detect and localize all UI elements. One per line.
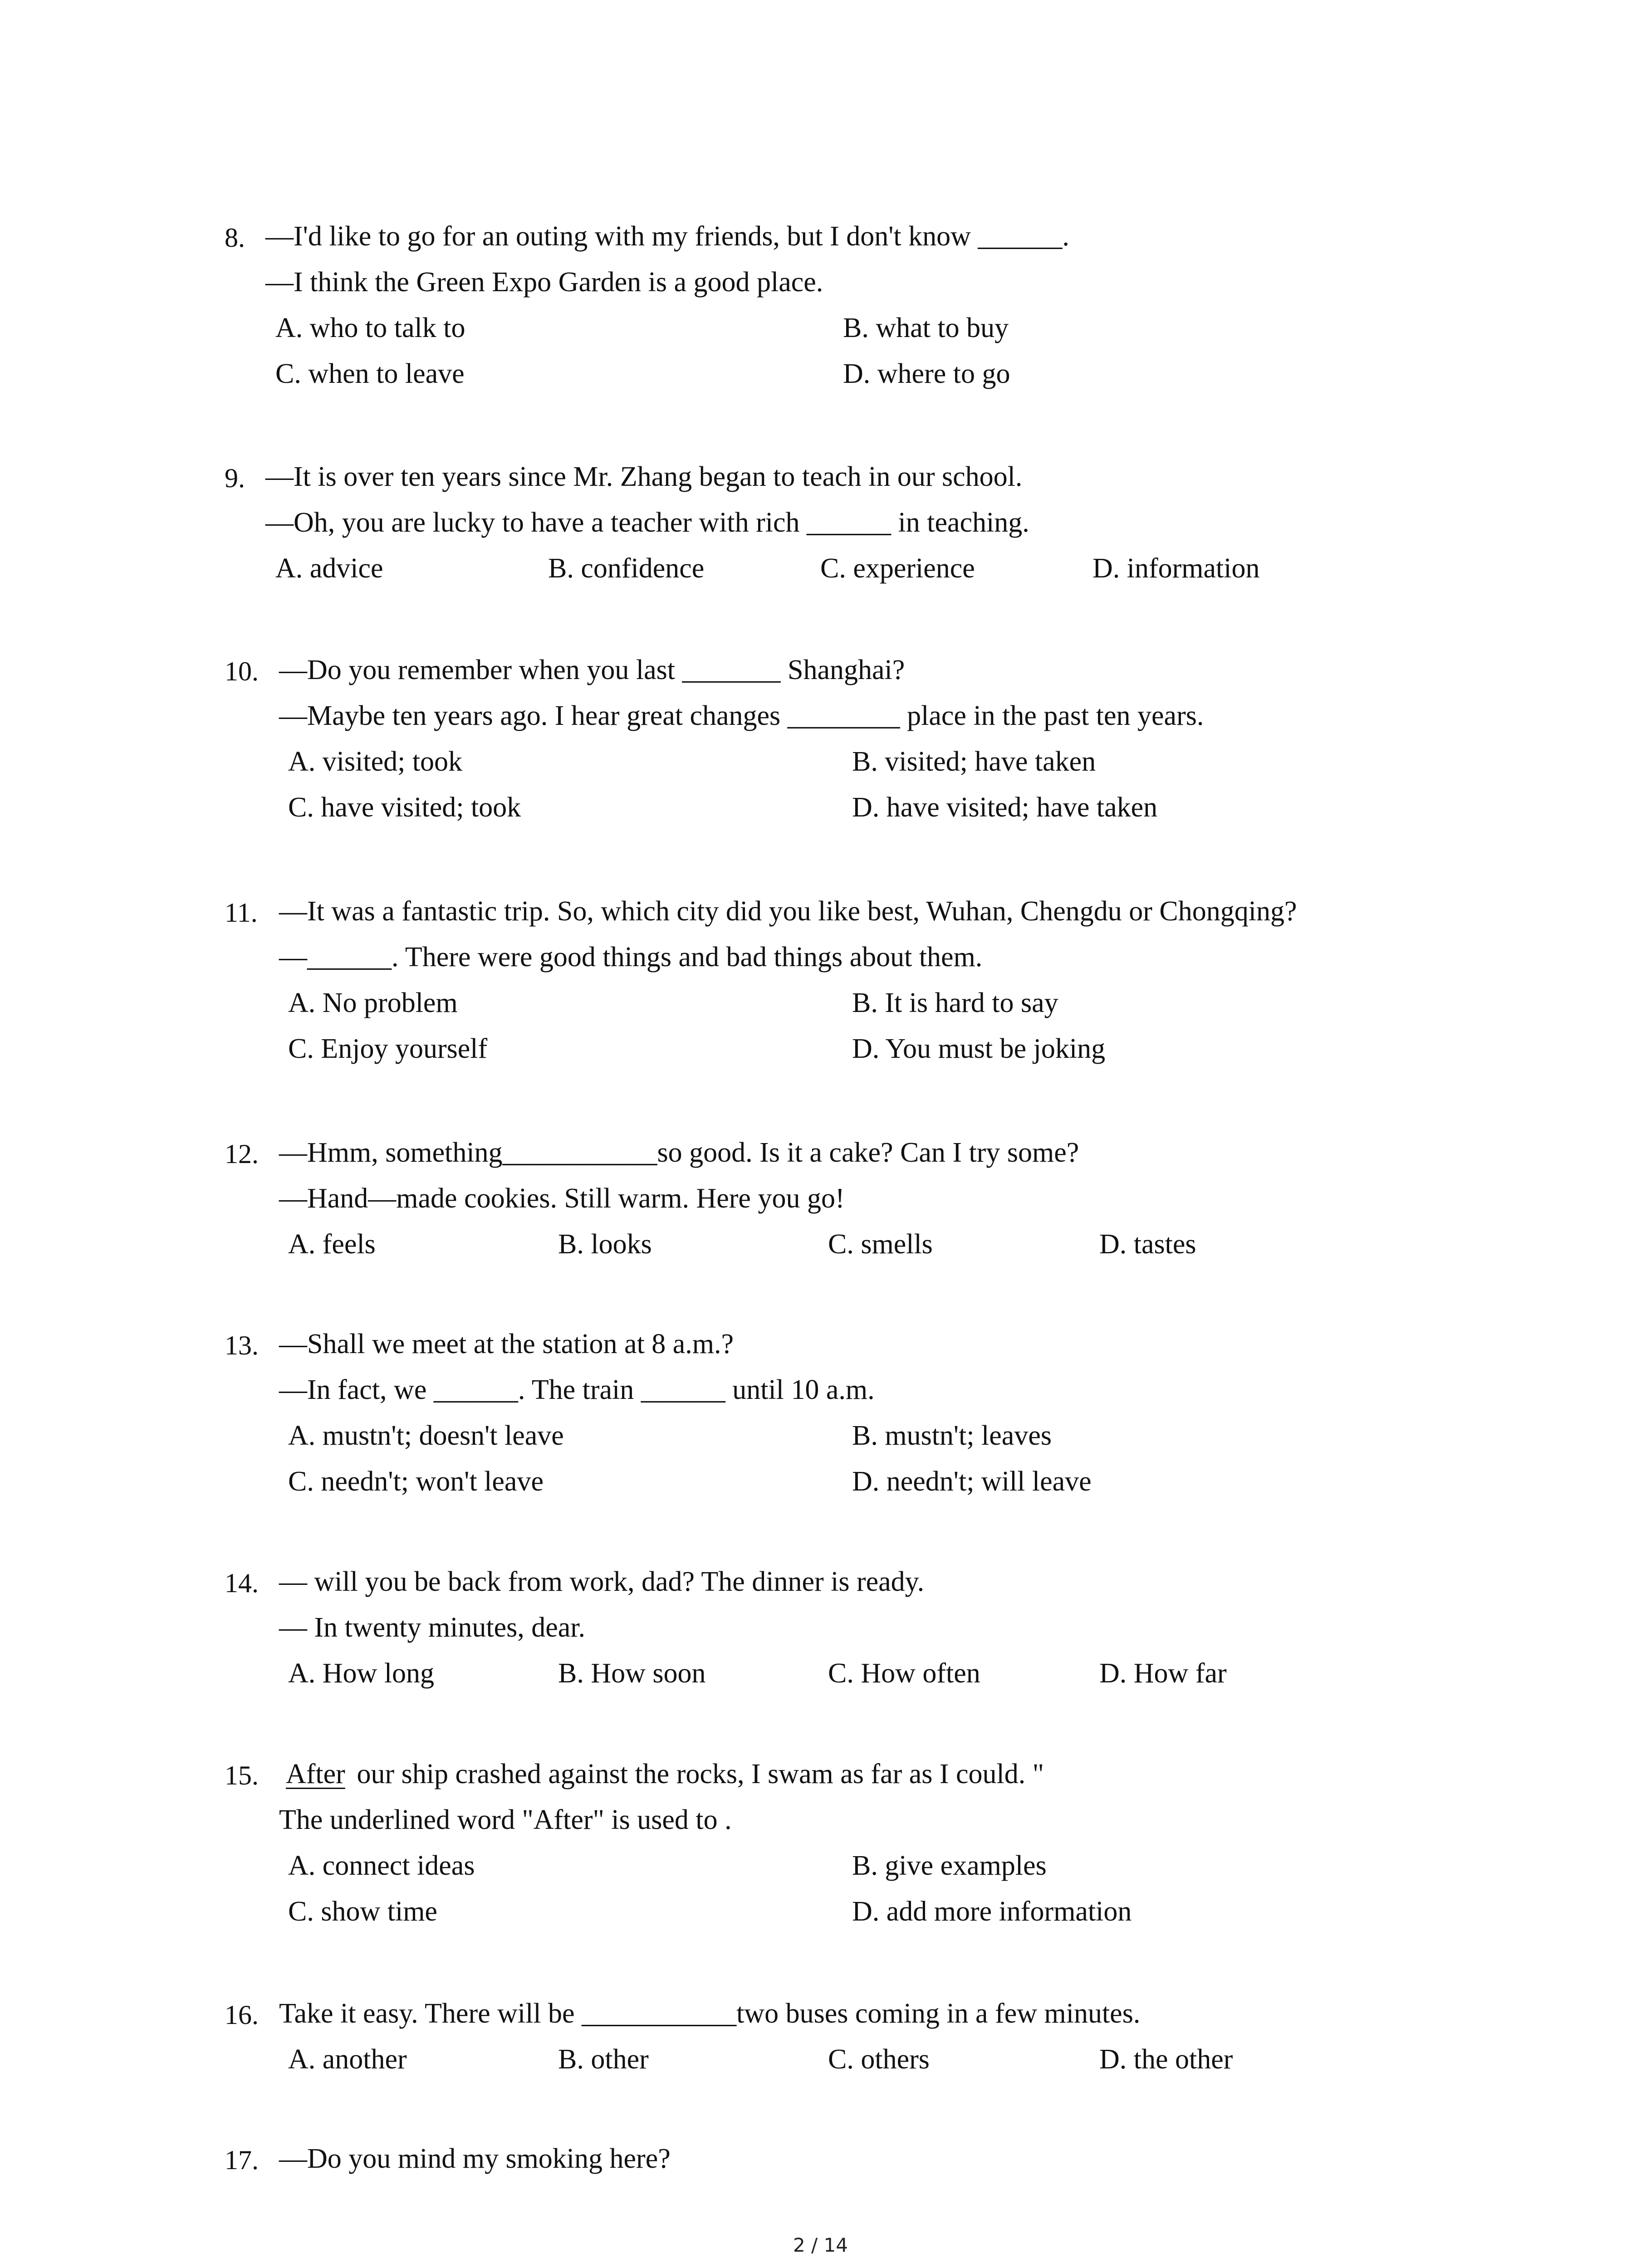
option-c: C. when to leave <box>275 358 465 389</box>
question-line: —Shall we meet at the station at 8 a.m.? <box>279 1329 734 1359</box>
question-line: our ship crashed against the rocks, I swam as far as I could. " <box>350 1759 1044 1789</box>
option-d: D. How far <box>1099 1658 1227 1689</box>
option-c: C. have visited; took <box>288 792 521 823</box>
option-d: D. add more information <box>852 1896 1132 1927</box>
question-line: —In fact, we ______. The train ______ until 10 a.m. <box>279 1374 875 1405</box>
option-c: C. Enjoy yourself <box>288 1033 488 1064</box>
question-number: 17. <box>225 2145 259 2175</box>
option-d: D. tastes <box>1099 1229 1196 1260</box>
option-c: C. experience <box>820 553 975 584</box>
option-a: A. How long <box>288 1658 435 1689</box>
question-line: —It is over ten years since Mr. Zhang began to teach in our school. <box>265 461 1023 492</box>
question-number: 12. <box>225 1139 259 1169</box>
option-a: A. advice <box>275 553 383 584</box>
question-number: 9. <box>225 463 245 493</box>
option-d: D. the other <box>1099 2044 1233 2075</box>
question-line: —Maybe ten years ago. I hear great changes ________ place in the past ten years. <box>279 700 1204 731</box>
question-line: —I think the Green Expo Garden is a good place. <box>265 267 823 298</box>
question-number: 11. <box>225 898 258 928</box>
question-line: —Oh, you are lucky to have a teacher with rich ______ in teaching. <box>265 507 1029 538</box>
question-number: 8. <box>225 223 245 253</box>
question-line: The underlined word "After" is used to . <box>279 1804 732 1835</box>
option-b: B. visited; have taken <box>852 746 1096 777</box>
option-a: A. feels <box>288 1229 376 1260</box>
question-number: 16. <box>225 2000 259 2030</box>
option-b: B. mustn't; leaves <box>852 1420 1052 1451</box>
option-d: D. You must be joking <box>852 1033 1106 1064</box>
question-line: — In twenty minutes, dear. <box>279 1612 585 1643</box>
question-line: —______. There were good things and bad things about them. <box>279 942 983 973</box>
question-number: 14. <box>225 1568 259 1598</box>
option-b: B. confidence <box>548 553 705 584</box>
option-c: C. needn't; won't leave <box>288 1466 544 1497</box>
question-line: —Hand—made cookies. Still warm. Here you go! <box>279 1183 845 1214</box>
option-a: A. visited; took <box>288 746 463 777</box>
question-number: 10. <box>225 656 259 686</box>
option-b: B. How soon <box>558 1658 706 1689</box>
question-line: —Do you remember when you last _______ Shanghai? <box>279 655 905 685</box>
option-a: A. No problem <box>288 987 458 1018</box>
question-line: —It was a fantastic trip. So, which city did you like best, Wuhan, Chengdu or Chongqing? <box>279 896 1297 927</box>
option-c: C. How often <box>828 1658 980 1689</box>
option-b: B. It is hard to say <box>852 987 1058 1018</box>
option-a: A. mustn't; doesn't leave <box>288 1420 564 1451</box>
question-number: 15. <box>225 1760 259 1790</box>
option-b: B. other <box>558 2044 649 2075</box>
option-b: B. looks <box>558 1229 652 1260</box>
question-line: —I'd like to go for an outing with my friends, but I don't know ______. <box>265 221 1069 252</box>
question-line: — will you be back from work, dad? The dinner is ready. <box>279 1566 925 1597</box>
option-b: B. what to buy <box>843 313 1009 343</box>
question-line: —Do you mind my smoking here? <box>279 2143 671 2174</box>
option-d: D. information <box>1092 553 1260 584</box>
option-a: A. another <box>288 2044 407 2075</box>
option-a: A. connect ideas <box>288 1850 475 1881</box>
question-line: —Hmm, something___________so good. Is it a cake? Can I try some? <box>279 1137 1079 1168</box>
option-d: D. have visited; have taken <box>852 792 1158 823</box>
option-c: C. show time <box>288 1896 437 1927</box>
option-d: D. where to go <box>843 358 1010 389</box>
option-b: B. give examples <box>852 1850 1047 1881</box>
option-a: A. who to talk to <box>275 313 465 343</box>
option-c: C. others <box>828 2044 930 2075</box>
question-number: 13. <box>225 1330 259 1360</box>
option-c: C. smells <box>828 1229 933 1260</box>
underlined-word: After <box>286 1759 345 1789</box>
option-d: D. needn't; will leave <box>852 1466 1092 1497</box>
page-number: 2 / 14 <box>793 2234 848 2256</box>
question-line: Take it easy. There will be ___________two buses coming in a few minutes. <box>279 1998 1141 2029</box>
